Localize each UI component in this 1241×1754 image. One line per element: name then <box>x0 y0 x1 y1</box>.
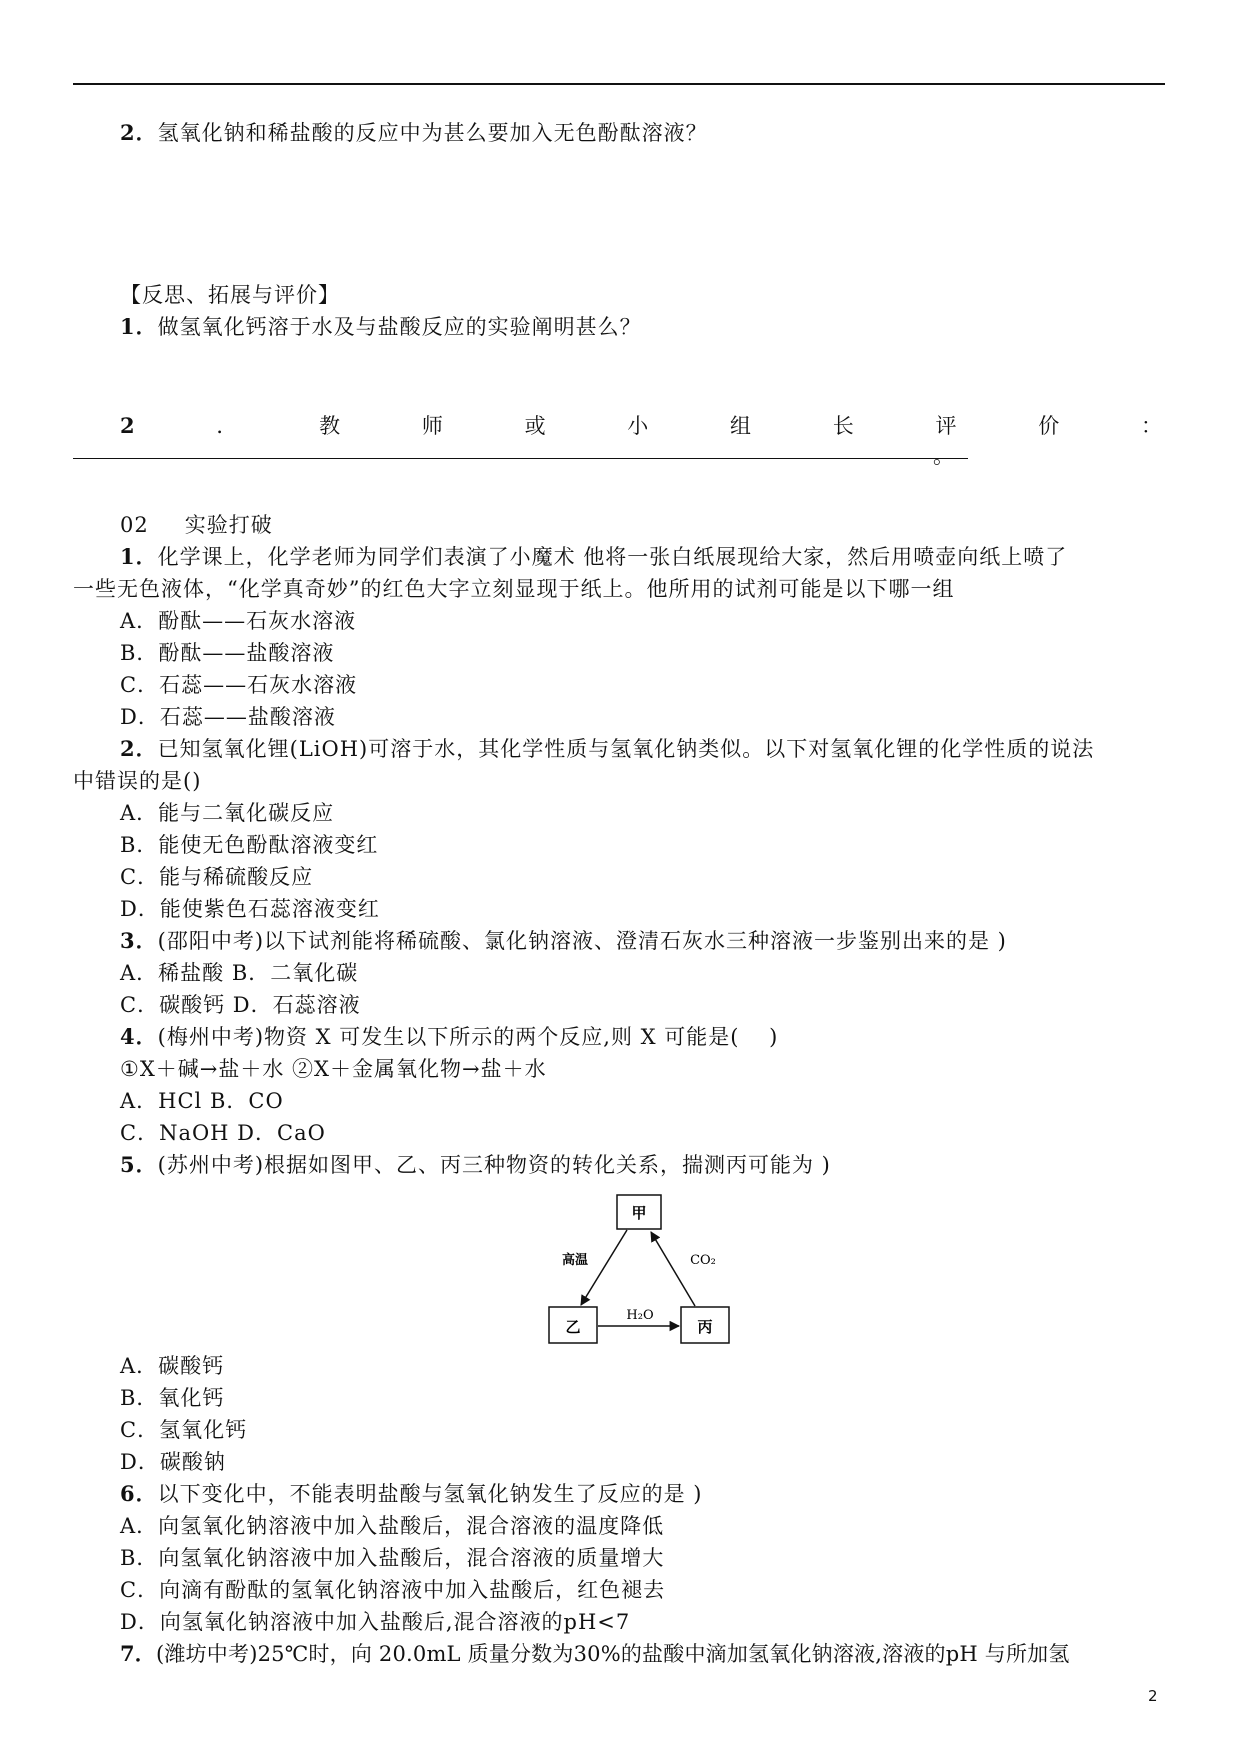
question-1-line-1: 1．化学课上，化学老师为同学们表演了小魔术 他将一张白纸展现给大家，然后用喷壶向纸上喷了 <box>120 544 1068 569</box>
label-yi: 乙 <box>565 1318 581 1336</box>
question-5-option-a: A．碳酸钙 <box>120 1354 225 1378</box>
question-7: 7．(潍坊中考)25℃时，向 20.0mL 质量分数为30%的盐酸中滴加氢氧化钠溶液,溶液的pH 与所加氢 <box>120 1641 1070 1666</box>
question-1-option-c: C．石蕊——石灰水溶液 <box>120 673 358 697</box>
question-5-option-d: D．碳酸钠 <box>120 1450 226 1474</box>
label-h2o: H₂O <box>626 1308 654 1323</box>
question-3-options-cd: C．碳酸钙 D．石蕊溶液 <box>120 993 361 1017</box>
label-bing: 丙 <box>697 1318 713 1336</box>
evaluation-line: 2 ． 教 师 或 小 组 长 评 价 ： <box>120 413 1162 438</box>
reflect-heading: 【反思、拓展与评价】 <box>120 283 340 307</box>
arrow-bing-to-jia <box>651 1232 695 1306</box>
label-co2: CO₂ <box>690 1253 716 1268</box>
question-1-line-2: 一些无色液体，“化学真奇妙”的红色大字立刻显现于纸上。他所用的试剂可能是以下哪一组 <box>73 577 955 601</box>
question-6-option-a: A．向氢氧化钠溶液中加入盐酸后，混合溶液的温度降低 <box>120 1514 665 1538</box>
question-5: 5．(苏州中考)根据如图甲、乙、丙三种物资的转化关系，揣测丙可能为 ) <box>120 1152 831 1177</box>
question-2-option-d: D．能使紫色石蕊溶液变红 <box>120 897 380 921</box>
question-5-option-b: B．氧化钙 <box>120 1386 225 1410</box>
question-2-line-1: 2．已知氢氧化锂(LiOH)可溶于水，其化学性质与氢氧化钠类似。以下对氢氧化锂的化学性质的说法 <box>120 736 1095 761</box>
question-4-options-ab: A．HCl B．CO <box>120 1089 284 1113</box>
question-2-option-c: C．能与稀硫酸反应 <box>120 865 314 889</box>
question-3: 3．(邵阳中考)以下试剂能将稀硫酸、氯化钠溶液、澄清石灰水三种溶液一步鉴别出来的是 ) <box>120 928 1007 953</box>
question-1-option-b: B．酚酞——盐酸溶液 <box>120 641 335 665</box>
section-title: 02 实验打破 <box>120 513 273 537</box>
question-3-options-ab: A．稀盐酸 B．二氧化碳 <box>120 961 359 985</box>
header-rule <box>73 83 1165 85</box>
question-2-option-a: A．能与二氧化碳反应 <box>120 801 335 825</box>
question-1-option-d: D．石蕊——盐酸溶液 <box>120 705 336 729</box>
question-6: 6．以下变化中，不能表明盐酸与氢氧化钠发生了反应的是 ) <box>120 1481 703 1506</box>
question-6-option-b: B．向氢氧化钠溶液中加入盐酸后，混合溶液的质量增大 <box>120 1546 665 1570</box>
label-jia: 甲 <box>631 1204 647 1222</box>
evaluation-period: 。 <box>933 444 954 468</box>
conversion-diagram <box>545 1192 735 1347</box>
question-4-reactions: ①X＋碱→盐＋水 ②X＋金属氧化物→盐＋水 <box>120 1057 547 1081</box>
question-5-option-c: C．氢氧化钙 <box>120 1418 248 1442</box>
question-6-option-c: C．向滴有酚酞的氢氧化钠溶液中加入盐酸后，红色褪去 <box>120 1578 666 1602</box>
question-2-option-b: B．能使无色酚酞溶液变红 <box>120 833 379 857</box>
label-high-temp: 高温 <box>561 1253 589 1268</box>
answer-blank-line <box>73 458 968 459</box>
question-2-lead: 2．氢氧化钠和稀盐酸的反应中为甚么要加入无色酚酞溶液？ <box>120 120 708 145</box>
question-6-option-d: D．向氢氧化钠溶液中加入盐酸后,混合溶液的pH<7 <box>120 1610 631 1634</box>
question-4: 4．(梅州中考)物资 X 可发生以下所示的两个反应,则 X 可能是( ) <box>120 1024 779 1049</box>
reflect-question-1: 1．做氢氧化钙溶于水及与盐酸反应的实验阐明甚么？ <box>120 314 642 339</box>
question-4-options-cd: C．NaOH D．CaO <box>120 1121 326 1145</box>
question-1-option-a: A．酚酞——石灰水溶液 <box>120 609 357 633</box>
page-number: 2 <box>1148 1687 1158 1705</box>
question-2-line-2: 中错误的是() <box>73 769 202 793</box>
